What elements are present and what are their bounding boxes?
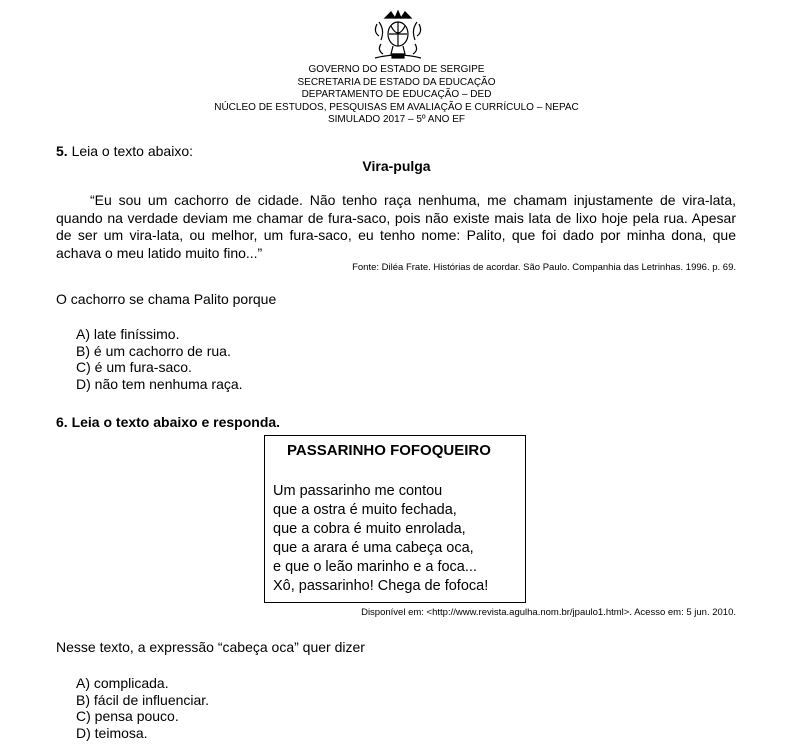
poem-line: Xô, passarinho! Chega de fofoca!: [273, 578, 489, 594]
state-coat-of-arms-icon: [371, 10, 425, 62]
header-government: GOVERNO DO ESTADO DE SERGIPE: [308, 64, 485, 75]
text-title: Vira-pulga: [362, 158, 431, 174]
question-5-options: [76, 326, 243, 392]
q5-option-d[interactable]: D) não tem nenhuma raça.: [76, 375, 243, 392]
poem-line: e que o leão marinho e a foca...: [273, 559, 477, 575]
q5-option-a[interactable]: A) late finíssimo.: [76, 326, 180, 342]
poem-line: que a arara é uma cabeça oca,: [273, 540, 474, 556]
question-6-stem: Nesse texto, a expressão “cabeça oca” quer dizer: [56, 639, 365, 655]
question-6-heading: 6. Leia o texto abaixo e responda.: [56, 414, 281, 430]
header-secretariat: SECRETARIA DE ESTADO DA EDUCAÇÃO: [297, 76, 496, 88]
poem-availability: Disponível em: <http://www.revista.agulha.nom.br/jpaulo1.html>. Acesso em: 5 jun. 2010.: [361, 607, 736, 618]
q6-option-c[interactable]: C) pensa pouco.: [76, 708, 179, 725]
poem-line: Um passarinho me contou: [273, 483, 443, 499]
question-5-heading: [56, 143, 193, 159]
q6-option-d[interactable]: D) teimosa.: [76, 724, 148, 741]
question-5-stem: O cachorro se chama Palito porque: [56, 291, 277, 307]
question-5-prompt: Leia o texto abaixo:: [71, 143, 193, 159]
question-5-number: 5.: [56, 143, 68, 159]
q6-option-a[interactable]: A) complicada.: [76, 675, 169, 691]
passage-text: “Eu sou um cachorro de cidade. Não tenho raça nenhuma, me chamam injustamente de vira-lata, quando na verdade deviam me chamar de fura-saco, pois não existe mais lata de lixo hoje pela rua. Apesar de ser um vira-lata, ou melhor, um fura-saco, eu tenho nome: Palito, que foi dado por minha dona, que achava o meu latido muito fino...”: [56, 192, 736, 261]
poem-lines: [273, 482, 488, 596]
q5-option-b[interactable]: B) é um cachorro de rua.: [76, 342, 231, 359]
header-nucleus: NÚCLEO DE ESTUDOS, PESQUISAS EM AVALIAÇÃO E CURRÍCULO – NEPAC: [214, 101, 579, 113]
q5-option-c[interactable]: C) é um fura-saco.: [76, 359, 192, 376]
header-department: DEPARTAMENTO DE EDUCAÇÃO – DED: [301, 89, 492, 100]
poem-line: que a ostra é muito fechada,: [273, 502, 457, 518]
document-header: [0, 64, 793, 127]
header-exam: SIMULADO 2017 – 5º ANO EF: [327, 114, 466, 125]
q6-option-b[interactable]: B) fácil de influenciar.: [76, 691, 210, 708]
poem-title: PASSARINHO FOFOQUEIRO: [287, 442, 491, 459]
passage-source: Fonte: Diléa Frate. Histórias de acordar. São Paulo. Companhia das Letrinhas. 1996. p. 69.: [352, 262, 736, 273]
poem-box: [264, 435, 526, 603]
poem-line: que a cobra é muito enrolada,: [273, 521, 466, 537]
question-6-options: [76, 675, 209, 741]
